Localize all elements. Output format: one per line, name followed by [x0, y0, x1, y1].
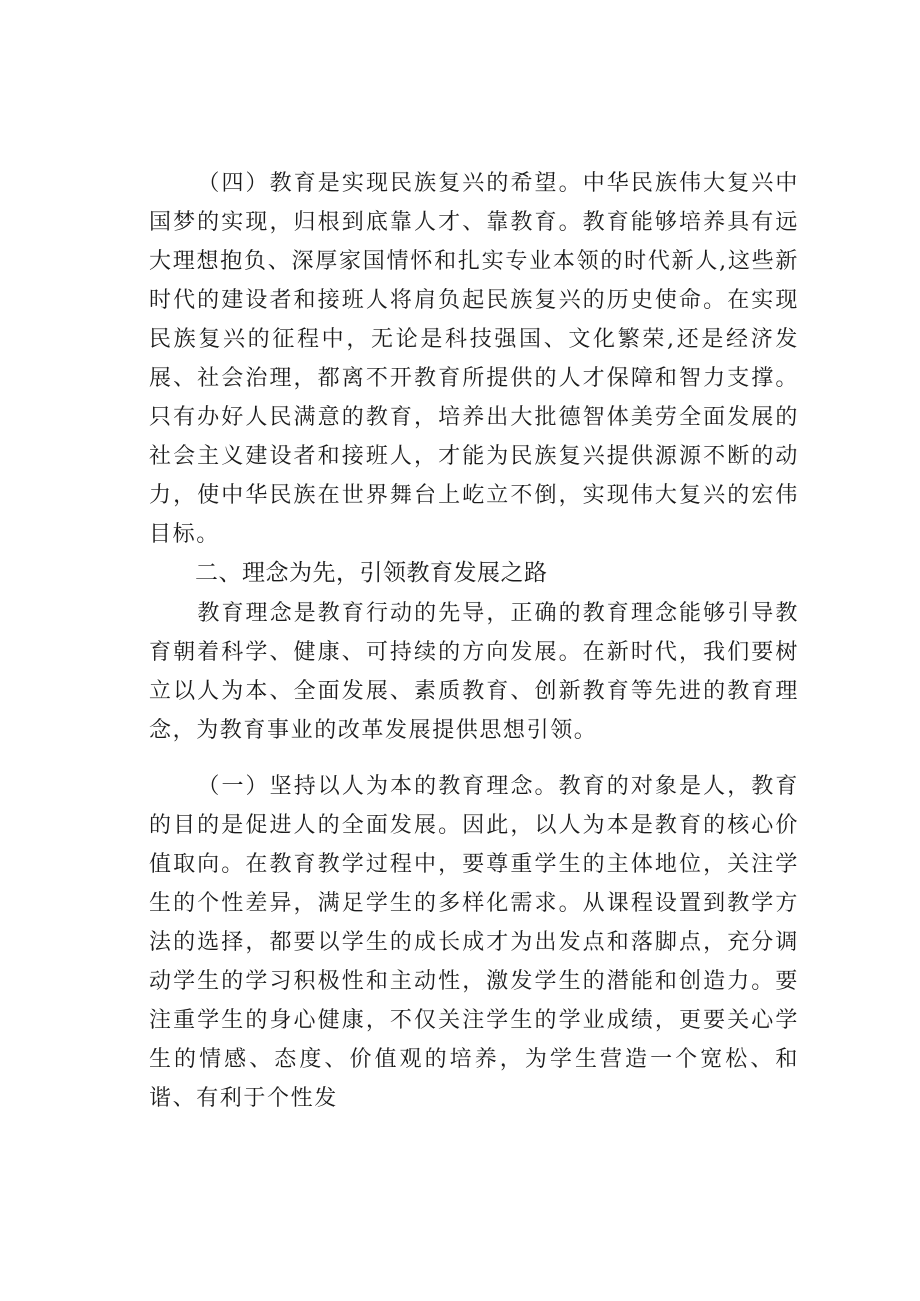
paragraph-education-hope: （四）教育是实现民族复兴的希望。中华民族伟大复兴中国梦的实现，归根到底靠人才、靠教育。教育能够培养具有远大理想抱负、深厚家国情怀和扎实专业本领的时代新人,这些新时代的建设者和接班人将肩负起民族复兴的历史使命。在实现民族复兴的征程中，无论是科技强国、文化繁荣,还是经济发展、社会治理，都离不开教育所提供的人才保障和智力支撑。只有办好人民满意的教育，培养出大批德智体美劳全面发展的社会主义建设者和接班人，才能为民族复兴提供源源不断的动力，使中华民族在世界舞台上屹立不倒，实现伟大复兴的宏伟目标。	[149, 171, 799, 547]
paragraph-concept-intro: 教育理念是教育行动的先导，正确的教育理念能够引导教育朝着科学、健康、可持续的方向发展。在新时代，我们要树立以人为本、全面发展、素质教育、创新教育等先进的教育理念，为教育事业的改革发展提供思想引领。	[149, 601, 799, 743]
section-heading: 二、理念为先，引领教育发展之路	[195, 560, 548, 586]
paragraph-people-oriented: （一）坚持以人为本的教育理念。教育的对象是人，教育的目的是促进人的全面发展。因此，以人为本是教育的核心价值取向。在教育教学过程中，要尊重学生的主体地位，关注学生的个性差异，满足学生的多样化需求。从课程设置到教学方法的选择，都要以学生的成长成才为出发点和落脚点，充分调动学生的学习积极性和主动性，激发学生的潜能和创造力。要注重学生的身心健康，不仅关注学生的学业成绩，更要关心学生的情感、态度、价值观的培养，为学生营造一个宽松、和谐、有利于个性发	[149, 774, 799, 1111]
